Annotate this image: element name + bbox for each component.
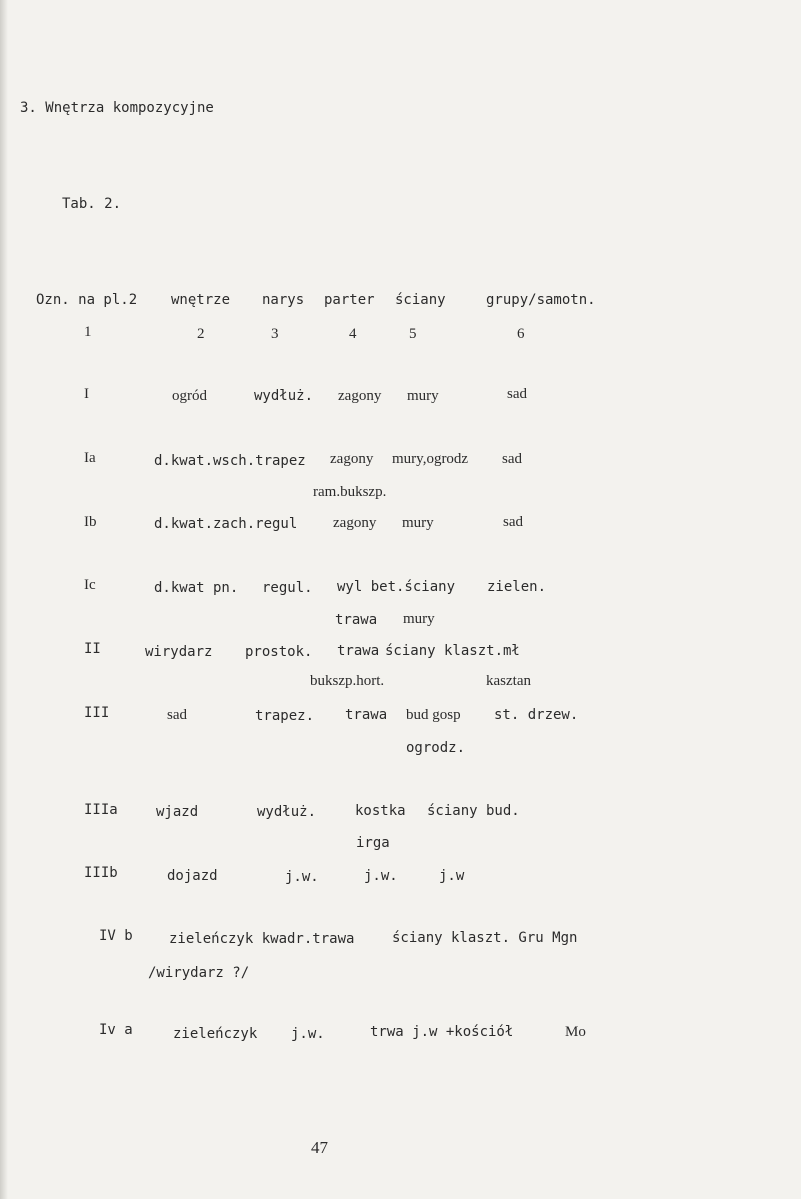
header-col-3: narys xyxy=(262,292,305,308)
row-code: IIIa xyxy=(84,802,118,818)
row-cell: ściany bud. xyxy=(427,803,520,819)
section-title: 3. Wnętrza kompozycyjne xyxy=(20,100,214,116)
row-cell: regul. xyxy=(262,580,313,596)
row-cell: trwa j.w +kościół xyxy=(370,1024,514,1040)
row-code: III xyxy=(84,705,110,721)
row-cell: Mo xyxy=(565,1024,586,1040)
row-subcell: kasztan xyxy=(486,673,531,689)
row-cell: j.w. xyxy=(364,868,398,884)
row-code: Ia xyxy=(84,450,96,466)
row-cell: zieleńczyk kwadr.trawa xyxy=(169,931,355,947)
header-col-6: grupy/samotn. xyxy=(486,292,596,308)
row-subcell: bukszp.hort. xyxy=(310,673,385,689)
col-number-3: 3 xyxy=(271,326,279,342)
row-subcell: mury xyxy=(403,611,435,627)
row-cell: dojazd xyxy=(167,868,218,884)
row-cell: zagony xyxy=(330,451,374,467)
col-number-2: 2 xyxy=(197,326,205,342)
row-subcell: ram.bukszp. xyxy=(313,484,387,500)
col-number-1: 1 xyxy=(84,324,92,340)
row-subcell: irga xyxy=(356,835,390,851)
row-cell: wydłuż. xyxy=(257,804,317,820)
row-cell: ściany klaszt.mł xyxy=(385,643,520,659)
row-cell: d.kwat.wsch.trapez xyxy=(154,453,306,469)
row-cell: zagony xyxy=(338,388,382,404)
header-col-1: Ozn. na pl.2 xyxy=(36,292,138,308)
row-subcell: /wirydarz ?/ xyxy=(148,965,250,981)
col-number-4: 4 xyxy=(349,326,357,342)
row-code: I xyxy=(84,386,89,402)
row-subcell: ogrodz. xyxy=(406,740,466,756)
row-cell: prostok. xyxy=(245,644,313,660)
row-code: IIIb xyxy=(84,865,118,881)
row-cell: ściany klaszt. Gru Mgn xyxy=(392,930,578,946)
row-cell: wjazd xyxy=(156,804,199,820)
row-cell: j.w. xyxy=(285,869,319,885)
row-cell: sad xyxy=(503,514,523,530)
col-number-5: 5 xyxy=(409,326,417,342)
row-cell: mury xyxy=(402,515,434,531)
row-cell: j.w. xyxy=(291,1026,325,1042)
row-cell: st. drzew. xyxy=(494,707,579,723)
row-cell: ogród xyxy=(172,388,207,404)
row-cell: wirydarz xyxy=(145,644,213,660)
row-cell: d.kwat pn. xyxy=(154,580,239,596)
row-cell: trapez. xyxy=(255,708,315,724)
header-col-2: wnętrze xyxy=(171,292,231,308)
header-col-5: ściany xyxy=(395,292,446,308)
row-code: II xyxy=(84,641,101,657)
row-cell: d.kwat.zach.regul xyxy=(154,516,298,532)
row-cell: j.w xyxy=(439,868,465,884)
header-col-4: parter xyxy=(324,292,375,308)
row-cell: zielen. xyxy=(487,579,547,595)
row-cell: trawa xyxy=(345,707,388,723)
row-cell: sad xyxy=(507,386,527,402)
row-cell: sad xyxy=(502,451,522,467)
row-cell: mury,ogrodz xyxy=(392,451,469,467)
row-cell: sad xyxy=(167,707,187,723)
row-cell: zieleńczyk xyxy=(173,1026,258,1042)
row-code: Ic xyxy=(84,577,96,593)
table-label: Tab. 2. xyxy=(62,196,122,212)
row-code: IV b xyxy=(99,928,133,944)
row-cell: mury xyxy=(407,388,439,404)
page-edge-shadow xyxy=(0,0,8,1199)
col-number-6: 6 xyxy=(517,326,525,342)
row-code: Ib xyxy=(84,514,97,530)
row-cell: kostka xyxy=(355,803,406,819)
page-number: 47 xyxy=(311,1138,328,1157)
row-subcell: trawa xyxy=(335,612,378,628)
row-cell: wydłuż. xyxy=(254,388,314,404)
row-code: Iv a xyxy=(99,1022,133,1038)
row-cell: trawa xyxy=(337,643,380,659)
row-cell: bud gosp xyxy=(406,707,461,723)
row-cell: zagony xyxy=(333,515,377,531)
row-cell: wyl bet.ściany xyxy=(337,579,456,595)
